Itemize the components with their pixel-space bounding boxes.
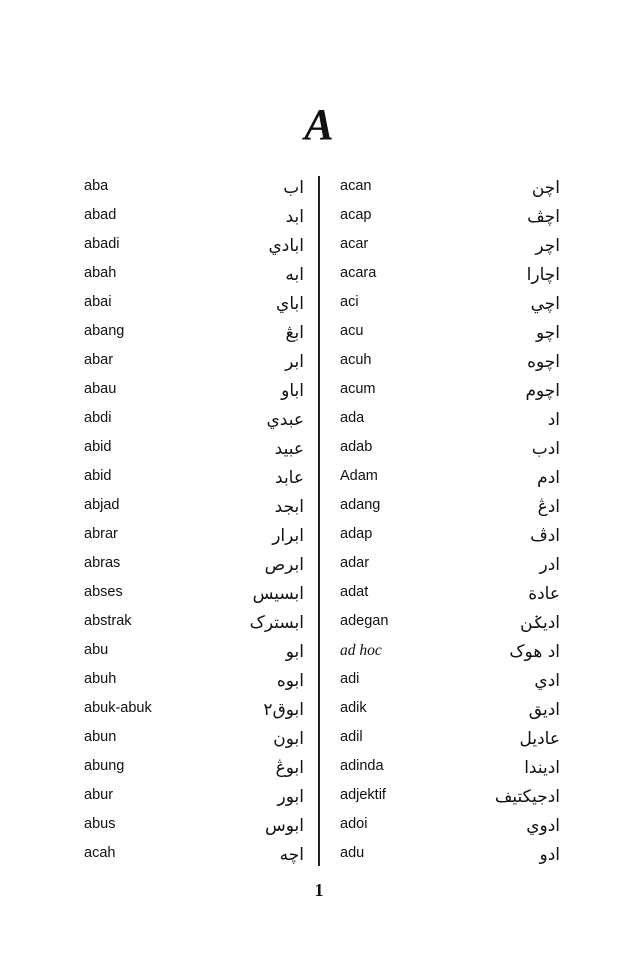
jawi-spelling: اچوه (527, 352, 560, 372)
jawi-spelling: اچو (535, 323, 560, 343)
latin-headword: adil (340, 729, 363, 745)
latin-headword: adab (340, 439, 373, 455)
jawi-spelling: ابون (273, 729, 304, 749)
dictionary-entry (338, 578, 560, 607)
latin-headword: abau (84, 381, 117, 397)
jawi-spelling: عادة (528, 584, 560, 604)
jawi-spelling: ابجد (274, 497, 304, 517)
latin-headword: acar (340, 236, 369, 252)
jawi-spelling: ادڠ (537, 497, 560, 517)
dictionary-entry (82, 578, 304, 607)
latin-headword: ad hoc (340, 642, 382, 659)
latin-headword: adang (340, 497, 381, 513)
latin-headword: abras (84, 555, 121, 571)
dictionary-entry (82, 810, 304, 839)
dictionary-entry (338, 520, 560, 549)
page-number: 1 (314, 880, 324, 900)
jawi-spelling: اديندا (524, 758, 560, 778)
latin-headword: adap (340, 526, 373, 542)
latin-headword: aci (340, 294, 359, 310)
dictionary-entry (338, 694, 560, 723)
dictionary-entry (338, 781, 560, 810)
dictionary-entry (338, 288, 560, 317)
jawi-spelling: ادي (534, 671, 560, 691)
jawi-spelling: اد هوک (509, 642, 560, 662)
latin-headword: acu (340, 323, 364, 339)
jawi-spelling: ابد (285, 207, 304, 227)
latin-headword: abjad (84, 497, 120, 513)
latin-headword: acara (340, 265, 377, 281)
jawi-spelling: اچارا (526, 265, 560, 285)
jawi-spelling: اچڤ (527, 207, 560, 227)
dictionary-entry (338, 230, 560, 259)
jawi-spelling: اديݢن (520, 613, 560, 633)
jawi-spelling: ادم (537, 468, 560, 488)
dictionary-entry (338, 491, 560, 520)
dictionary-entry (338, 404, 560, 433)
latin-headword: ada (340, 410, 365, 426)
latin-headword: abid (84, 439, 112, 455)
jawi-spelling: اچر (535, 236, 560, 256)
dictionary-entry (82, 839, 304, 868)
latin-headword: abses (84, 584, 123, 600)
latin-headword: abuk-abuk (84, 700, 152, 716)
latin-headword: acah (84, 845, 116, 861)
dictionary-entry (82, 694, 304, 723)
latin-headword: adegan (340, 613, 389, 629)
dictionary-entry (82, 259, 304, 288)
jawi-spelling: ادر (539, 555, 560, 575)
jawi-spelling: ابو (285, 642, 304, 662)
latin-headword: adjektif (340, 787, 386, 803)
jawi-spelling: عاديل (519, 729, 560, 749)
jawi-spelling: ادجيکتيف (494, 787, 560, 807)
latin-headword: adar (340, 555, 370, 571)
jawi-spelling: ادڤ (530, 526, 560, 546)
jawi-spelling: ابوق٢ (263, 700, 304, 720)
dictionary-entry (338, 201, 560, 230)
dictionary-entry (82, 404, 304, 433)
dictionary-entry (338, 462, 560, 491)
jawi-spelling: ابور (277, 787, 304, 807)
latin-headword: abai (84, 294, 112, 310)
dictionary-entry (82, 346, 304, 375)
section-letter: A (304, 100, 334, 149)
jawi-spelling: اباي (276, 294, 304, 314)
latin-headword: acuh (340, 352, 372, 368)
dictionary-entry (82, 520, 304, 549)
dictionary-entry (338, 752, 560, 781)
dictionary-entry (82, 201, 304, 230)
latin-headword: abang (84, 323, 125, 339)
dictionary-entry (82, 665, 304, 694)
dictionary-entry (338, 607, 560, 636)
latin-headword: abun (84, 729, 117, 745)
latin-headword: abad (84, 207, 117, 223)
dictionary-entry (82, 491, 304, 520)
dictionary-entry (82, 781, 304, 810)
jawi-spelling: ابادي (268, 236, 304, 256)
latin-headword: adu (340, 845, 365, 861)
dictionary-entry (338, 172, 560, 201)
jawi-spelling: اد (547, 410, 560, 430)
dictionary-entry (338, 317, 560, 346)
jawi-spelling: اچي (530, 294, 560, 314)
latin-headword: adat (340, 584, 369, 600)
dictionary-entry (338, 839, 560, 868)
dictionary-entry (82, 172, 304, 201)
latin-headword: aba (84, 178, 109, 194)
dictionary-entry (338, 375, 560, 404)
column-divider (318, 176, 320, 866)
jawi-spelling: عابد (275, 468, 304, 488)
jawi-spelling: ابرار (272, 526, 304, 546)
latin-headword: Adam (340, 468, 378, 484)
jawi-spelling: اچوم (525, 381, 560, 401)
left-column (82, 172, 304, 868)
latin-headword: acan (340, 178, 372, 194)
jawi-spelling: ابوس (265, 816, 304, 836)
latin-headword: adinda (340, 758, 384, 774)
jawi-spelling: ادوي (526, 816, 560, 836)
dictionary-entry (82, 230, 304, 259)
dictionary-entry (338, 810, 560, 839)
latin-headword: abrar (84, 526, 118, 542)
jawi-spelling: اديق (528, 700, 560, 720)
latin-headword: adoi (340, 816, 368, 832)
dictionary-entry (82, 433, 304, 462)
jawi-spelling: ابسيس (252, 584, 304, 604)
latin-headword: abuh (84, 671, 117, 687)
dictionary-entry (338, 259, 560, 288)
latin-headword: acap (340, 207, 372, 223)
latin-headword: abu (84, 642, 109, 658)
dictionary-entry (82, 462, 304, 491)
right-column (338, 172, 560, 868)
dictionary-entry (82, 317, 304, 346)
dictionary-entry (82, 636, 304, 665)
latin-headword: abar (84, 352, 114, 368)
jawi-spelling: عبدي (266, 410, 304, 430)
jawi-spelling: اچه (279, 845, 304, 865)
jawi-spelling: عبيد (274, 439, 304, 459)
dictionary-entry (338, 665, 560, 694)
dictionary-entry (338, 723, 560, 752)
jawi-spelling: اباو (281, 381, 304, 401)
jawi-spelling: ابستر‌ک (249, 613, 304, 633)
latin-headword: adi (340, 671, 360, 687)
dictionary-entry (82, 288, 304, 317)
latin-headword: abur (84, 787, 114, 803)
dictionary-entry (82, 752, 304, 781)
dictionary-entry (338, 636, 560, 665)
latin-headword: abstrak (84, 613, 132, 629)
latin-headword: adik (340, 700, 367, 716)
jawi-spelling: ابوه (276, 671, 304, 691)
jawi-spelling: ابرص (264, 555, 304, 575)
jawi-spelling: ابڠ (285, 323, 304, 343)
dictionary-entry (338, 433, 560, 462)
jawi-spelling: ابوڠ (275, 758, 304, 778)
latin-headword: abadi (84, 236, 120, 252)
dictionary-entry (338, 549, 560, 578)
jawi-spelling: ادب (531, 439, 560, 459)
dictionary-entry (82, 607, 304, 636)
jawi-spelling: ابر (285, 352, 304, 372)
latin-headword: abah (84, 265, 117, 281)
jawi-spelling: اب (283, 178, 304, 198)
jawi-spelling: ابه (285, 265, 304, 285)
jawi-spelling: اچن (531, 178, 560, 198)
dictionary-entry (82, 375, 304, 404)
dictionary-entry (82, 549, 304, 578)
latin-headword: abid (84, 468, 112, 484)
latin-headword: abus (84, 816, 116, 832)
latin-headword: abung (84, 758, 125, 774)
latin-headword: acum (340, 381, 376, 397)
dictionary-entry (82, 723, 304, 752)
latin-headword: abdi (84, 410, 112, 426)
jawi-spelling: ادو (539, 845, 560, 865)
dictionary-entry (338, 346, 560, 375)
